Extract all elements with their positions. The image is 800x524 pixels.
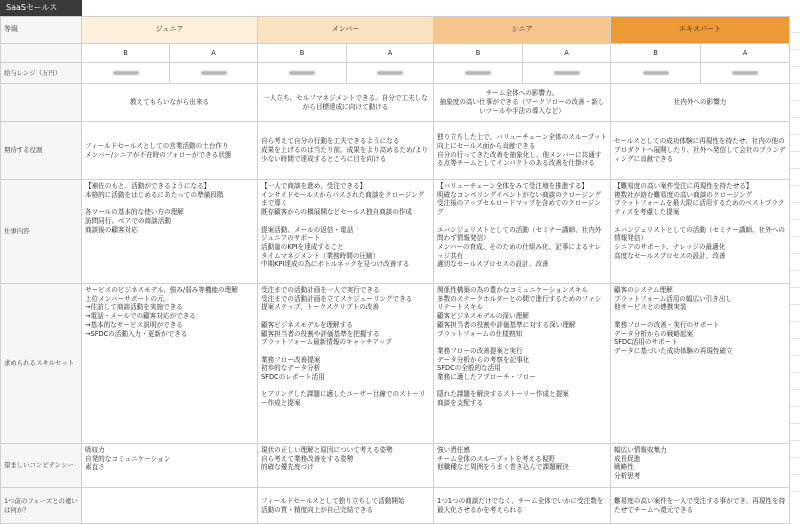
salary-cell-blurred[interactable] <box>258 63 347 84</box>
difference-cell-expert[interactable]: 難易度の高い案件を一人で受注する事ができ、再現性を持たせてチームへ還元できる <box>611 488 790 524</box>
empty-grid-column <box>789 16 800 496</box>
role-cell-expert[interactable]: セールスとしての成功体験に再現性を持たせ、社内の他のプロダクトへ展開したり、社外へ発信して会社のブランディングに貢献できる <box>611 122 790 180</box>
summary-cell-member[interactable]: 一人立ち、セルフマネジメントできる。自分で工夫しながら目標達成に向けて動ける <box>258 84 434 122</box>
grade-cell[interactable]: A <box>347 44 434 63</box>
competency-cell-member[interactable]: 現状の正しい理解と原因について考える姿勢 自ら考えて業務改善をする姿勢 的確な優先度づけ <box>258 444 434 488</box>
salary-cell-blurred[interactable] <box>523 63 611 84</box>
salary-cell-blurred[interactable] <box>611 63 701 84</box>
role-cell-senior[interactable]: 独り立ちした上で、バリューチェーン全体のスループット向上にセールス面から貢献できる 自分の行ってきた改善を抽象化し、他メンバーに共通する点等チームとしてインパクトのある改善を仕掛ける <box>434 122 611 180</box>
duties-cell-member[interactable]: 【一人で商談を進め、受注できる】 インサイドセールスからパスされた商談をクロージングまで導く 既存顧客からの横展開などセールス独自商談の作成 提案活動、メールの返信・電話 ジュニアのサポート 活動量のKPIを達成すること タイムマネジメント（業務時間の圧縮） 中期KPI達成の為にボトルネックを見つけ改善する <box>258 180 434 284</box>
grade-cell[interactable]: A <box>701 44 790 63</box>
grade-cell[interactable]: A <box>523 44 611 63</box>
grade-cell[interactable]: B <box>611 44 701 63</box>
grade-cell[interactable]: B <box>434 44 523 63</box>
level-header-member[interactable]: メンバー <box>258 17 434 44</box>
duties-row <box>1 180 790 284</box>
competency-cell-expert[interactable]: 幅広い情報収集力 成長促進 戦略性 分析思考 <box>611 444 790 488</box>
sheet-tab[interactable]: SaaSセールス <box>0 0 82 16</box>
duties-cell-senior[interactable]: 【バリューチェーン全体をみて受注増を推進する】 明確なコンペリングイベントがない商談のクロージング 受注後のアップセルロードマップを含めてのクロージング エバンジェリストとしての活動（セミナー講師、社内外問わず情報発信） メンバーの育成、そのための仕組み化、記事によるナレッジ共有 適切なセールスプロセスの設計、改善 <box>434 180 611 284</box>
difference-cell-senior[interactable]: 1つ1つの商談だけでなく、チーム全体でいかに受注数を最大化させるかを考えられる <box>434 488 611 524</box>
difference-label[interactable]: 1つ前のフェーズとの違いは何か？ <box>1 488 82 524</box>
difference-cell-member[interactable]: フィールドセールスとして独り立ちして活動開始 活動の質・精度向上が自己完結できる <box>258 488 434 524</box>
summary-cell-senior[interactable]: チーム全体への影響力。 抽象度の高い仕事ができる（ワークフローの改善・新しいツールや手法の導入など） <box>434 84 611 122</box>
role-cell-junior[interactable]: フィールドセールスとしての営業活動の土台作り メンバー/シニアが不在時のフォローができる状態 <box>82 122 258 180</box>
skills-cell-senior[interactable]: 関係性構築の為の豊かなコミュニケーションスキル 多数のステークホルダーとの間で進行するためのファシリテートスキル 顧客ビジネスモデルの深い理解 顧客担当者の役割や評価基準に対する深い理解 プラットフォームの仕様熟知 業務フローの改善提案と実行 データ分析からの考察を記事化 SFDCの全般的な活用 業務に適したアプローチ・フロー 隠れた課題を解決するストーリー作成と提案 商談を支配する <box>434 284 611 444</box>
role-cell-member[interactable]: 自ら考えて自分の行動を工夫できるようになる 成果を上げるのは当たり前。成果をより高めるため/より少ない時間で達成するところに目を向ける <box>258 122 434 180</box>
competency-label[interactable]: 望ましいコンピテンシー <box>1 444 82 488</box>
salary-label[interactable]: 給与レンジ（万円） <box>1 63 82 84</box>
duties-label[interactable]: 仕事内容 <box>1 180 82 284</box>
summary-cell-junior[interactable]: 教えてもらいながら出来る <box>82 84 258 122</box>
header-row <box>1 17 790 44</box>
grade-cell[interactable]: B <box>258 44 347 63</box>
salary-row <box>1 63 790 84</box>
summary-label-cell[interactable] <box>1 84 82 122</box>
grade-cell[interactable]: B <box>82 44 170 63</box>
duties-cell-expert[interactable]: 【難易度の高い案件受注に再現性を持たせる】 複数社が絡む難易度の高い商談のクロージング プラットフォームを最大限に活用するためのベストプラクティスを考慮した提案 エバンジェリストとしての活動（セミナー講師、社外への情報発信） シニアのサポート、ナレッジの最適化 高度なセールスプロセスの設計、改善 <box>611 180 790 284</box>
grade-corner-cell[interactable]: 等級 <box>1 17 82 44</box>
role-label[interactable]: 期待する役割 <box>1 122 82 180</box>
competency-cell-senior[interactable]: 強い責任感 チーム全体のスループットを考える視野 他職種など周囲をうまく巻き込んで課題解決 <box>434 444 611 488</box>
skills-cell-expert[interactable]: 顧客のシステム理解 プラットフォーム活用の幅広い引き出し 他サービスとの連携実装 業務フローの改善・実行のサポート データ分析からの戦略起案 SFDC活用のサポート データに基づいた成功体験の再現性確立 <box>611 284 790 444</box>
career-ladder-table <box>0 16 790 524</box>
salary-cell-blurred[interactable] <box>347 63 434 84</box>
level-header-junior[interactable]: ジュニア <box>82 17 258 44</box>
role-row <box>1 122 790 180</box>
skills-row <box>1 284 790 444</box>
level-header-expert[interactable]: エキスパート <box>611 17 790 44</box>
competency-row <box>1 444 790 488</box>
grade-cell[interactable]: A <box>170 44 258 63</box>
grade-row <box>1 44 790 63</box>
salary-cell-blurred[interactable] <box>701 63 790 84</box>
summary-row <box>1 84 790 122</box>
skills-label[interactable]: 求められるスキルセット <box>1 284 82 444</box>
grade-label-cell[interactable] <box>1 44 82 63</box>
difference-cell-junior[interactable] <box>82 488 258 524</box>
level-header-senior[interactable]: シニア <box>434 17 611 44</box>
summary-cell-expert[interactable]: 社内外への影響力 <box>611 84 790 122</box>
competency-cell-junior[interactable]: 吸収力 自発的なコミュニケーション 素直さ <box>82 444 258 488</box>
salary-cell-blurred[interactable] <box>434 63 523 84</box>
difference-row <box>1 488 790 524</box>
salary-cell-blurred[interactable] <box>82 63 170 84</box>
skills-cell-member[interactable]: 受注までの活動計画を一人で実行できる 受注までの活動計画を立てスケジューリングできる 提案ステップ、トークスクリプトの改善 顧客ビジネスモデルを理解する 顧客担当者の役割や評価基準を把握する プラットフォーム最新情報のキャッチアップ 業務フロー改善提案 初歩的なデータ分析 SFDCのレポート活用 ヒアリングした課題に適したユーザー目線でのストーリー作成と提案 <box>258 284 434 444</box>
salary-cell-blurred[interactable] <box>170 63 258 84</box>
skills-cell-junior[interactable]: サービスのビジネスモデル、強み/弱み等機能の理解 上位メンバーサポートの元、 →往訪して商談活動を実施できる →電話・メールでの顧客対応ができる →基本的なサービス説明ができる →SFDCの活動入力・更新ができる <box>82 284 258 444</box>
duties-cell-junior[interactable]: 【補佐のもと、活動ができるようになる】 本格的に活動をはじめるにあたっての準備段階 各ツールの基本的な使い方の理解 訪問同行、ペアでの商談活動 商談後の顧客対応 <box>82 180 258 284</box>
